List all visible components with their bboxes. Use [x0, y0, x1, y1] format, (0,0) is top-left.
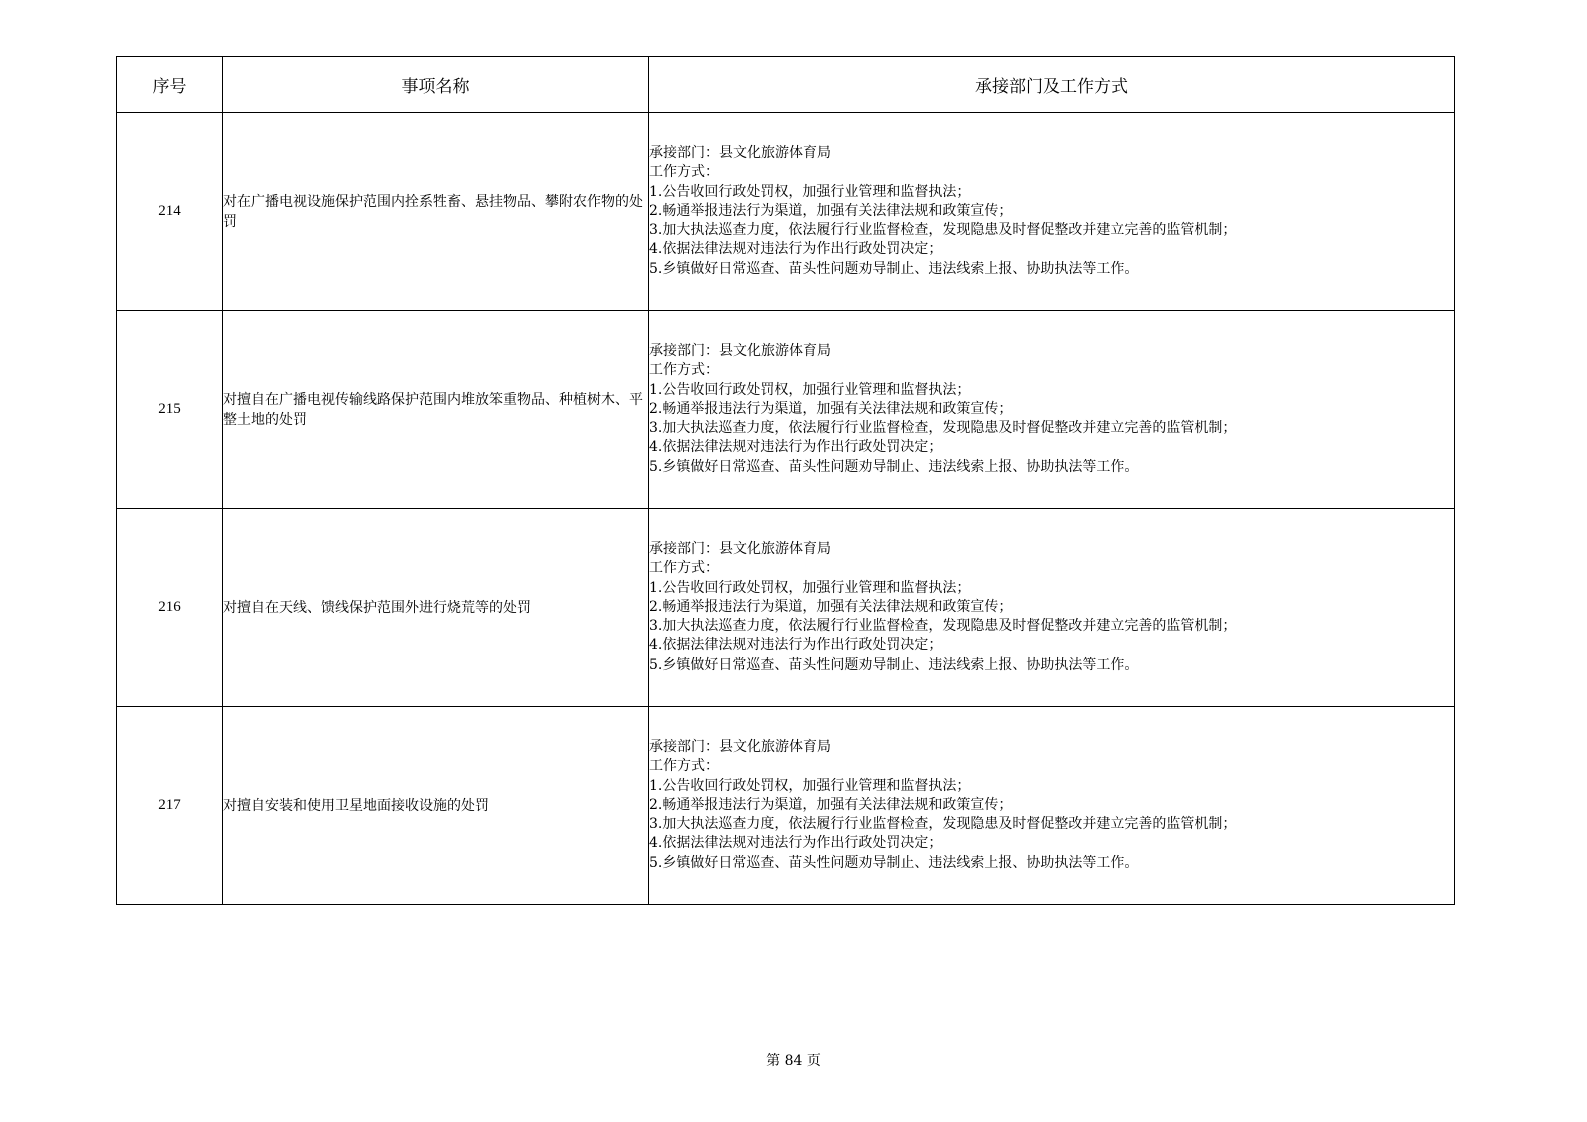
method-line: 1.公告收回行政处罚权，加强行业管理和监督执法； [649, 579, 971, 596]
method-line: 4.依据法律法规对违法行为作出行政处罚决定； [649, 835, 943, 852]
method-line: 2.畅通举报违法行为渠道，加强有关法律法规和政策宣传； [649, 202, 1013, 219]
row-item-name: 对擅自在天线、馈线保护范围外进行烧荒等的处罚 [223, 509, 649, 707]
row-seq: 216 [117, 509, 223, 707]
header-name: 事项名称 [223, 57, 649, 113]
table-row [117, 509, 1455, 707]
row-seq: 215 [117, 311, 223, 509]
method-line: 3.加大执法巡查力度，依法履行行业监督检查，发现隐患及时督促整改并建立完善的监管机制； [649, 222, 1237, 239]
department-line: 承接部门：县文化旅游体育局 [649, 540, 831, 557]
method-line: 1.公告收回行政处罚权，加强行业管理和监督执法； [649, 777, 971, 794]
row-department-method [649, 509, 1455, 707]
table-row [117, 113, 1455, 311]
method-line: 1.公告收回行政处罚权，加强行业管理和监督执法； [649, 183, 971, 200]
method-line: 4.依据法律法规对违法行为作出行政处罚决定； [649, 637, 943, 654]
department-line: 承接部门：县文化旅游体育局 [649, 738, 831, 755]
row-item-name: 对擅自安装和使用卫星地面接收设施的处罚 [223, 707, 649, 905]
method-line: 2.畅通举报违法行为渠道，加强有关法律法规和政策宣传； [649, 598, 1013, 615]
method-label: 工作方式： [649, 362, 719, 379]
method-line: 5.乡镇做好日常巡查、苗头性问题劝导制止、违法线索上报、协助执法等工作。 [649, 854, 1139, 871]
header-dept: 承接部门及工作方式 [649, 57, 1455, 113]
method-line: 5.乡镇做好日常巡查、苗头性问题劝导制止、违法线索上报、协助执法等工作。 [649, 260, 1139, 277]
header-seq: 序号 [117, 57, 223, 113]
department-line: 承接部门：县文化旅游体育局 [649, 144, 831, 161]
method-line: 3.加大执法巡查力度，依法履行行业监督检查，发现隐患及时督促整改并建立完善的监管机制； [649, 618, 1237, 635]
table-row [117, 707, 1455, 905]
method-line: 4.依据法律法规对违法行为作出行政处罚决定； [649, 241, 943, 258]
page-number: 第 84 页 [766, 1053, 821, 1069]
row-item-name: 对在广播电视设施保护范围内拴系牲畜、悬挂物品、攀附农作物的处罚 [223, 113, 649, 311]
row-department-method [649, 113, 1455, 311]
method-line: 2.畅通举报违法行为渠道，加强有关法律法规和政策宣传； [649, 400, 1013, 417]
method-label: 工作方式： [649, 758, 719, 775]
method-line: 1.公告收回行政处罚权，加强行业管理和监督执法； [649, 381, 971, 398]
method-label: 工作方式： [649, 164, 719, 181]
method-line: 5.乡镇做好日常巡查、苗头性问题劝导制止、违法线索上报、协助执法等工作。 [649, 656, 1139, 673]
method-line: 2.畅通举报违法行为渠道，加强有关法律法规和政策宣传； [649, 796, 1013, 813]
items-table [116, 56, 1455, 905]
row-department-method [649, 707, 1455, 905]
header-row [117, 57, 1455, 113]
table-row [117, 311, 1455, 509]
row-seq: 217 [117, 707, 223, 905]
method-line: 3.加大执法巡查力度，依法履行行业监督检查，发现隐患及时督促整改并建立完善的监管机制； [649, 816, 1237, 833]
department-line: 承接部门：县文化旅游体育局 [649, 342, 831, 359]
method-line: 5.乡镇做好日常巡查、苗头性问题劝导制止、违法线索上报、协助执法等工作。 [649, 458, 1139, 475]
row-seq: 214 [117, 113, 223, 311]
row-item-name: 对擅自在广播电视传输线路保护范围内堆放笨重物品、种植树木、平整土地的处罚 [223, 311, 649, 509]
row-department-method [649, 311, 1455, 509]
method-line: 3.加大执法巡查力度，依法履行行业监督检查，发现隐患及时督促整改并建立完善的监管机制； [649, 420, 1237, 437]
method-label: 工作方式： [649, 560, 719, 577]
method-line: 4.依据法律法规对违法行为作出行政处罚决定； [649, 439, 943, 456]
